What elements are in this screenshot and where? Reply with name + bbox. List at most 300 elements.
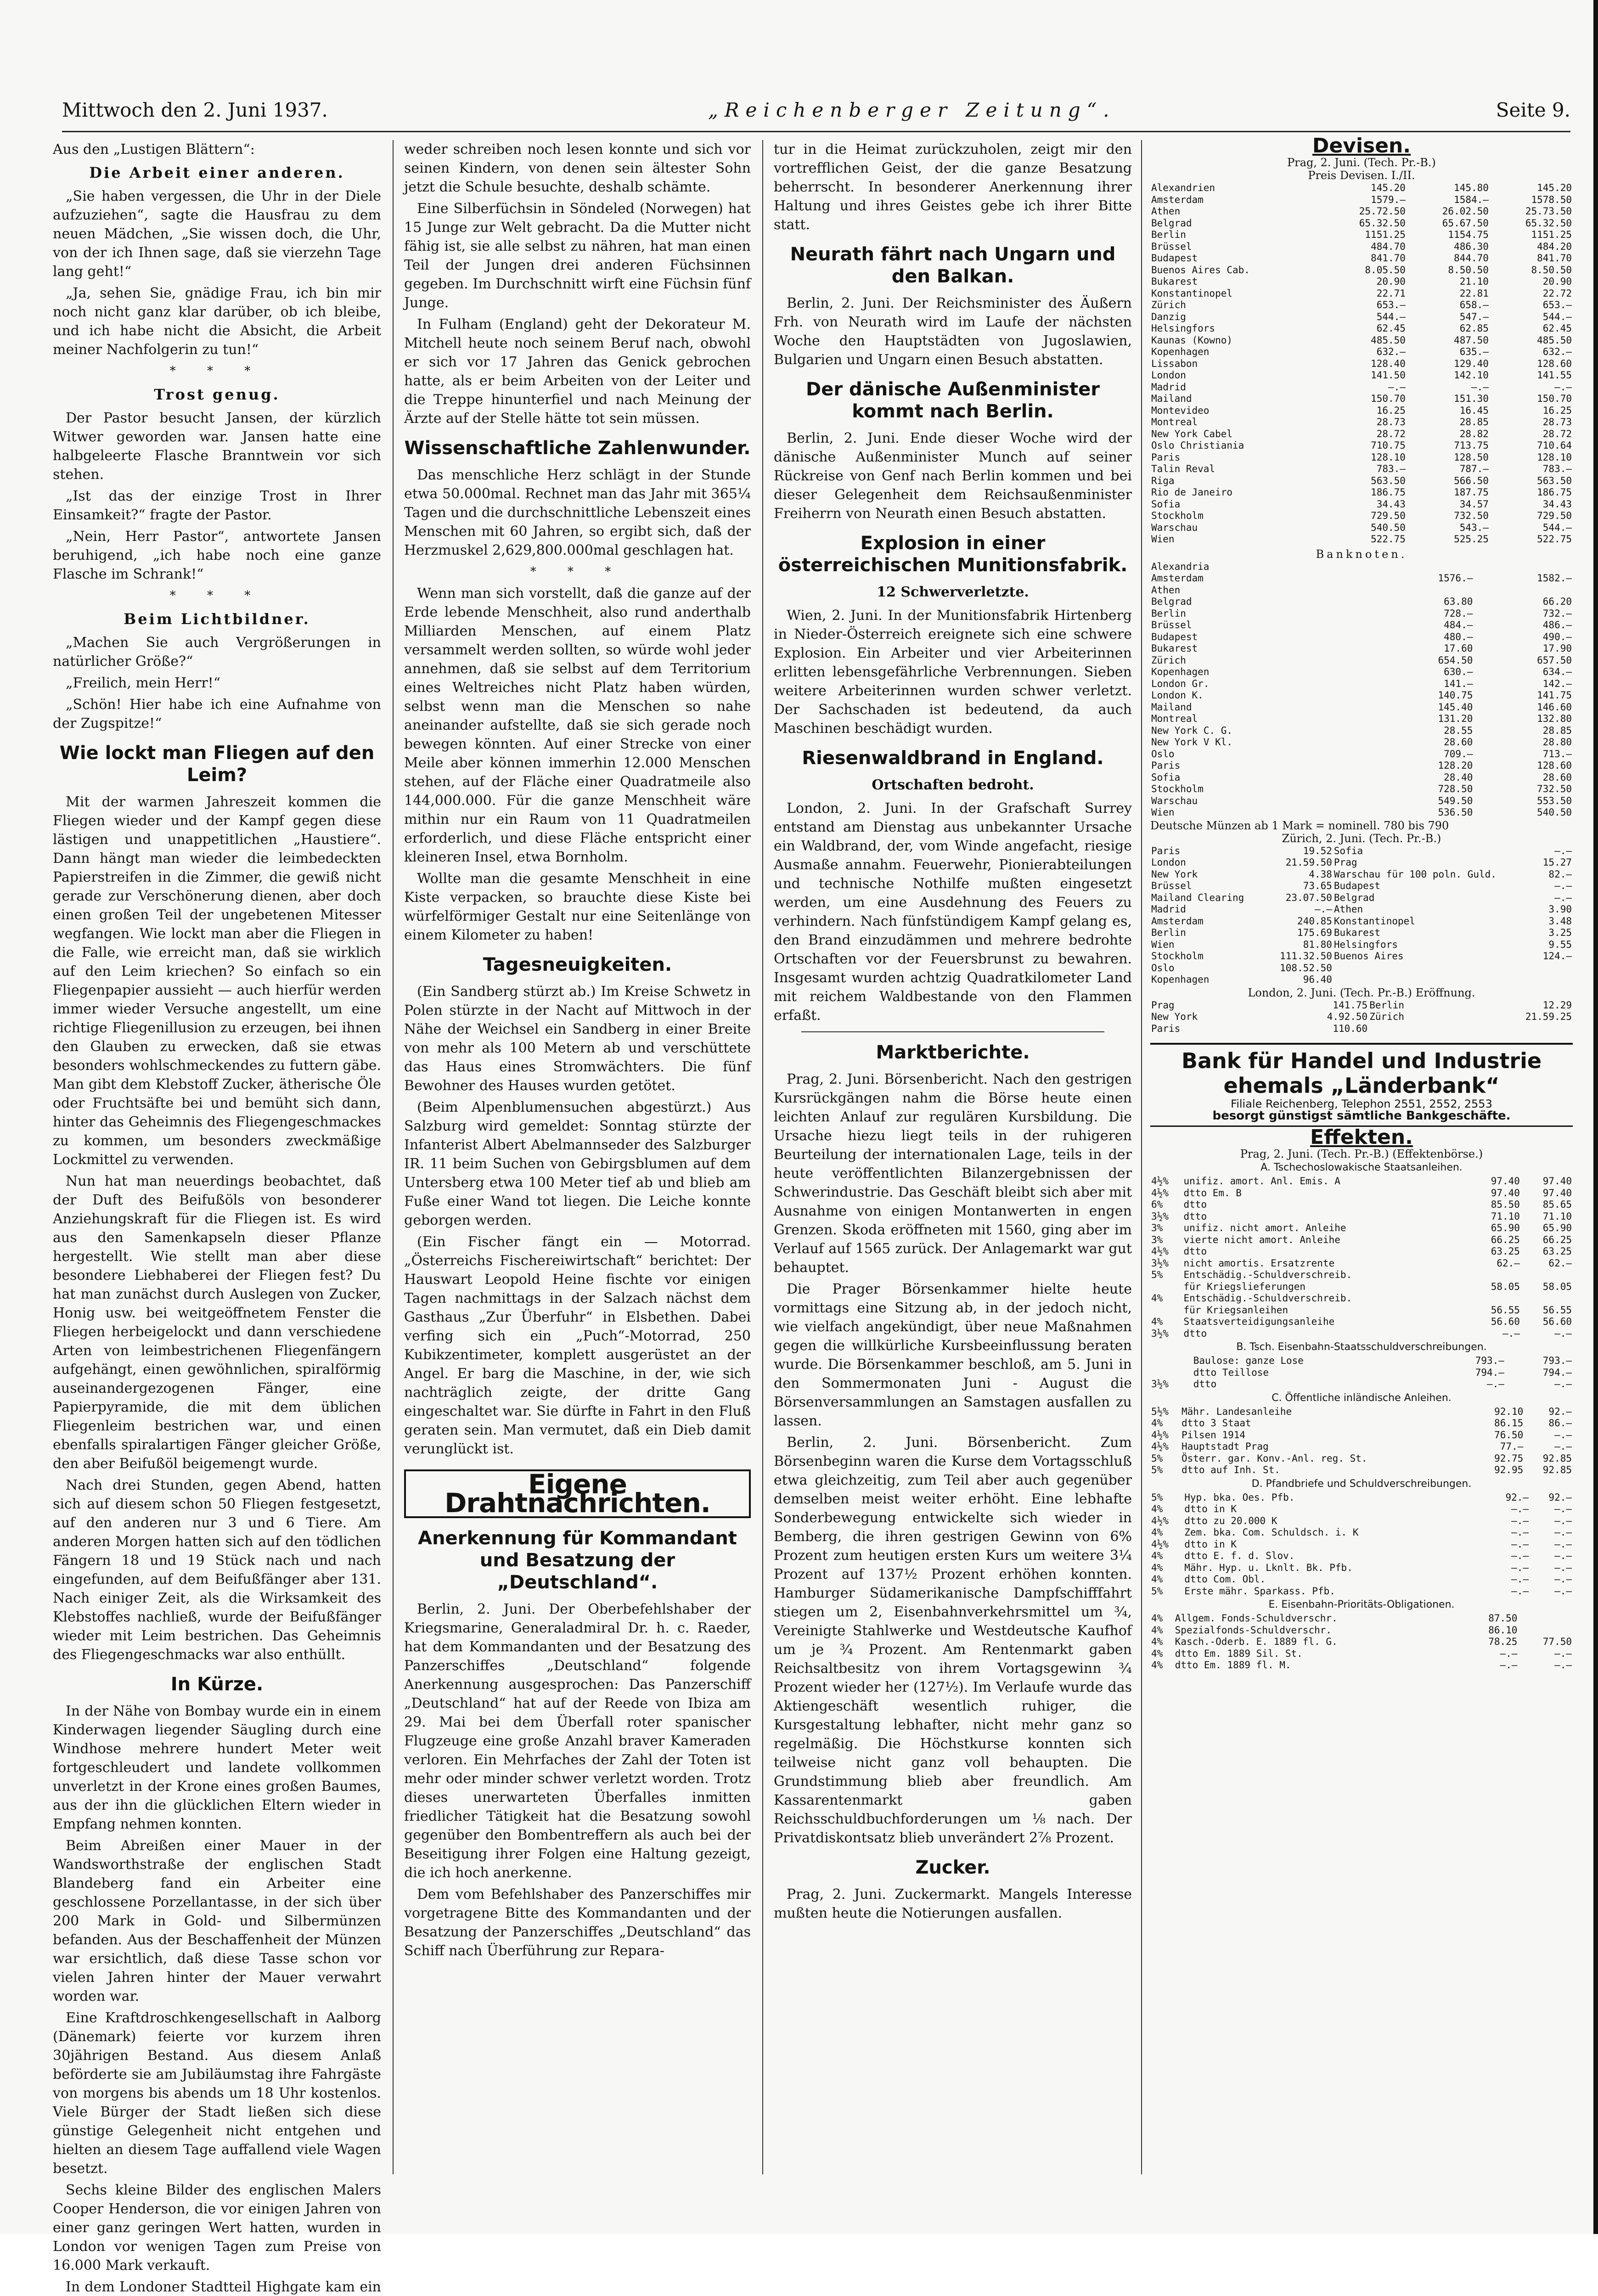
table-cell: 543.—: [1459, 522, 1489, 533]
table-row: [1150, 1492, 1573, 1504]
london-head: London, 2. Juni. (Tech. Pr.-B.) Eröffnung.: [1248, 986, 1475, 999]
table-cell: Helsingfors: [1151, 323, 1215, 334]
table-row: [1150, 904, 1573, 916]
table-cell: [1375, 585, 1474, 597]
table-cell: 240.85: [1297, 915, 1332, 927]
table-cell: —.—: [1554, 892, 1572, 903]
table-cell: Athen: [1151, 584, 1181, 596]
table-cell: [1535, 962, 1573, 974]
table-cell: 841.70: [1371, 253, 1406, 264]
table-cell: Budapest: [1151, 631, 1198, 642]
table-row: [1150, 1379, 1573, 1390]
table-cell: —.—: [1554, 1503, 1572, 1514]
paragraph: Nun hat man neuerdings beobachtet, daß der Duft des Beifußöls von besonderer Anziehungskraft für die Fliegen ist. Es wird aus den Samenkapseln dieser Pflanze hergestellt. Wie stellt man aber diese besondere Liebhaberei der Fliegen fest? Du hat man zunächst durch Auslegen von Zucker, Honig usw. bei weitgeöffnetem Fenster die Fliegen herbeigelockt und dann verschiedene Arten von leimbestrichenen Fliegenfängern aufgehängt, einen gewöhnlichen, spiralförmig auseinandergezogenen Fänger, eine Papierpyramide, die mit dem üblichen Fliegenleim bestrichen war, und einen ebenfalls spiralartigen Fänger gleicher Größe, den aber Beifußöl beigemengt wurde.: [53, 1173, 381, 1472]
table-row: [1150, 974, 1573, 986]
table-cell: 110.60: [1333, 1023, 1368, 1034]
table-cell: —.—: [1554, 1562, 1572, 1573]
table-cell: 77.50: [1542, 1636, 1572, 1647]
table-cell: Stockholm: [1151, 510, 1204, 521]
table-cell: London K.: [1151, 690, 1204, 701]
table-row: [1150, 619, 1573, 631]
article-headline: Wie lockt man Fliegen auf den Leim?: [59, 743, 375, 786]
table-cell: dtto Em. 1889 Sil. St.: [1175, 1648, 1303, 1659]
table-cell: 653.—: [1542, 299, 1572, 310]
table-cell: —.—: [1388, 381, 1406, 393]
table-cell: 92.—: [1548, 1491, 1572, 1503]
table-cell: dtto Em. B: [1183, 1187, 1242, 1199]
paragraph: Dem vom Befehlshaber des Panzerschiffes mir vorgetragene Bitte des Kommandanten und der Besatzung der Panzerschiffes „Deutschland“ das Schiff nach Überführung zur Repara-: [404, 1886, 751, 1959]
table-row: [1150, 1441, 1573, 1453]
table-row: [1150, 737, 1573, 748]
table-cell: [1518, 1613, 1573, 1625]
table-cell: 71.10: [1542, 1210, 1572, 1222]
table-cell: —.—: [1511, 1515, 1529, 1526]
table-cell: 142.—: [1542, 678, 1572, 689]
table-cell: 540.50: [1371, 522, 1406, 533]
table-cell: 141.55: [1537, 370, 1572, 381]
table-row: [1150, 1453, 1573, 1465]
table-cell: für Kriegsanleihen: [1183, 1304, 1289, 1316]
table-row: [1150, 678, 1573, 690]
table-cell: —.—: [1554, 1585, 1572, 1597]
table-cell: 128.10: [1371, 451, 1406, 463]
table-cell: 485.50: [1537, 334, 1572, 346]
table-cell: 4½%: [1151, 1538, 1169, 1550]
paragraph: (Ein Fischer fängt ein — Motorrad. „Österreichs Fischereiwirtschaft“ berichtet: Der Hauswart Leopold Heine fischte vor einigen Tagen nachmittags in der Salzach nächst dem Gasthaus „Zur Überfuhr“ in Elsbethen. Dabei verfing sich ein „Puch“-Motorrad, 250 Kubikzentimeter, komplett ausgerüstet an der Angel. Er barg die Maschine, in der, wie sich nachträglich zeigte, der dritte Gang eingeschaltet war. Sie dürfte in Fahrt in den Fluß geraten sein. Man vermutet, daß ein Dieb damit verunglückt ist.: [404, 1234, 751, 1457]
table-cell: 65.90: [1491, 1222, 1520, 1233]
table-cell: 547.—: [1459, 311, 1489, 322]
table-cell: 25.73.50: [1525, 206, 1572, 217]
table-row: [1150, 1328, 1573, 1340]
table-cell: dtto: [1183, 1328, 1207, 1339]
table-cell: 20.90: [1376, 276, 1406, 287]
table-row: [1150, 596, 1573, 608]
table-cell: Athen: [1334, 904, 1363, 915]
article-headline: Anerkennung für Kommandant und Besatzung der „Deutschland“.: [418, 1528, 737, 1593]
table-row: [1150, 748, 1573, 760]
table-cell: 544.—: [1376, 311, 1406, 322]
table-cell: 4%: [1151, 1550, 1163, 1561]
paragraph: Mit der warmen Jahreszeit kommen die Fliegen wieder und der Kampf gegen diese lästigen und unappetitlichen „Haustiere“. Dann hängt man wieder die leimbedeckten Papierstreifen in die Zimmer, die gewiß nicht gerade zur Verschönerung dienen, aber doch einen großen Teil der ungebetenen Mitesser wegfangen. Wie lockt man aber die Fliegen in die Falle, wie erreicht man, daß sie wirklich auf den Leim kriechen? So einfach so ein Fliegenpapier aussieht — auch hierfür werden immer wieder Versuche angestellt, um eine richtige Fliegenillusion zu erzeugen, bei ihnen den Glauben zu erwecken, daß sie etwas besonders wohlschmeckendes zu futtern gäbe. Man gibt dem Klebstoff Zucker, ätherische Öle oder Fruchtsäfte bei und bemüht sich dann, hinter das Geheimnis des Fliegengeschmackes zu kommen, um besonders zweckmäßige Lockmittel zu verwenden.: [53, 794, 381, 1168]
table-cell: dtto: [1183, 1246, 1207, 1257]
table-cell: Kopenhagen: [1151, 974, 1210, 985]
table-cell: —.—: [1554, 880, 1572, 891]
table-cell: 658.—: [1459, 299, 1489, 310]
table-cell: New York C. G.: [1151, 725, 1233, 736]
table-row: [1150, 573, 1573, 585]
table-row: [1150, 1316, 1573, 1328]
table-cell: 1151.25: [1531, 229, 1572, 240]
table-cell: Zürich: [1151, 654, 1186, 666]
table-cell: Erste mähr. Sparkass. Pfb.: [1184, 1585, 1335, 1597]
table-cell: New York: [1151, 1011, 1198, 1022]
table-row: [1150, 713, 1573, 725]
table-cell: 56.55: [1542, 1304, 1572, 1316]
table-cell: Hyp. bka. Oes. Pfb.: [1184, 1491, 1295, 1503]
table-cell: 140.75: [1438, 690, 1473, 701]
table-row: [1150, 1586, 1573, 1598]
table-cell: 28.60: [1444, 737, 1473, 748]
table-row: [1150, 241, 1573, 253]
table-row: [1150, 358, 1573, 370]
table-cell: New York V Kl.: [1151, 737, 1233, 748]
table-cell: [1469, 1293, 1521, 1305]
table-row: [1150, 264, 1573, 276]
table-cell: dtto 3 Staat: [1181, 1418, 1251, 1429]
table-cell: 56.60: [1491, 1316, 1520, 1327]
table-cell: 65.67.50: [1442, 217, 1489, 229]
effekten-section: B. Tsch. Eisenbahn-Staatsschuldverschreibungen.: [1236, 1341, 1487, 1353]
section-heading: Aus den „Lustigen Blättern“:: [53, 141, 255, 158]
table-row: [1150, 1562, 1573, 1574]
table-cell: 713.75: [1454, 440, 1489, 451]
table-cell: 28.80: [1542, 737, 1572, 748]
table-cell: Allgem. Fonds-Schuldverschr.: [1175, 1613, 1338, 1624]
table-cell: 86.10: [1488, 1624, 1518, 1636]
table-cell: Belgrad: [1151, 217, 1192, 229]
table-cell: 28.85: [1542, 725, 1572, 736]
table-cell: 141.50: [1371, 370, 1406, 381]
table-cell: Belgrad: [1151, 596, 1192, 607]
table-row: [1150, 1234, 1573, 1246]
table-cell: 92.85: [1542, 1464, 1572, 1475]
table-cell: 16.25: [1376, 405, 1406, 416]
table-cell: 4½%: [1151, 1429, 1169, 1441]
table-cell: 66.20: [1542, 596, 1572, 607]
table-cell: dtto Em. 1889 fl. M.: [1175, 1660, 1291, 1671]
table-cell: Berlin: [1151, 927, 1186, 938]
paragraph: Beim Abreißen einer Mauer in der Wandsworthstraße der englischen Stadt Blandeberg fand ein Arbeiter eine geschlossene Porzellantasse, in der sich über 200 Mark in Gold- und Silbermünzen befanden. Aus der Beschaffenheit der Münzen war ersichtlich, daß diese Tasse schon vor vielen Jahren hinter der Mauer verwahrt worden war.: [53, 1838, 381, 2004]
table-cell: 4½%: [1151, 1187, 1169, 1199]
paragraph: Eine Silberfüchsin in Söndeled (Norwegen) hat 15 Junge zur Welt gebracht. Da die Mutter nicht fähig ist, sie alle selbst zu nähren, hat man einen Teil der Jungen drei anderen Füchsinnen gegeben. Im Durchschnitt wirft eine Füchsin fünf Junge.: [404, 201, 751, 311]
table-cell: 97.40: [1542, 1187, 1572, 1199]
table-cell: Berlin: [1151, 229, 1186, 240]
table-cell: 3½%: [1151, 1257, 1169, 1269]
table-cell: 87.50: [1488, 1613, 1518, 1624]
table-cell: 145.40: [1438, 701, 1473, 713]
table-cell: 794.—: [1475, 1367, 1504, 1378]
table-cell: Helsingfors: [1334, 939, 1398, 950]
table-cell: Amsterdam: [1151, 573, 1204, 584]
table-cell: Paris: [1151, 760, 1181, 771]
table-row: [1150, 1613, 1573, 1625]
column-1: [53, 140, 381, 2295]
article-headline: Marktberichte.: [876, 1042, 1030, 1063]
table-row: [1150, 1222, 1573, 1234]
table-cell: 8.05.50: [1365, 264, 1406, 276]
table-row: [1150, 1000, 1573, 1012]
table-row: [1150, 1023, 1573, 1035]
table-cell: [1521, 1293, 1573, 1305]
table-cell: 15.27: [1542, 857, 1572, 868]
table-cell: 729.50: [1537, 510, 1572, 521]
paragraph: Berlin, 2. Juni. Der Oberbefehlshaber der Kriegsmarine, Generaladmiral Dr. h. c. Raeder, hat dem Kommandanten und der Besatzung des Panzerschiffes „Deutschland“ folgende Anerkennung ausgesprochen: Das Panzerschiff „Deutschland“ hat auf der Reede von Ibiza am 29. Mai bei dem Überfall roter spanischer Flugzeuge eine große Anzahl braver Kameraden verloren. Ein Mehrfaches der Zahl der Toten ist mehr oder minder schwer verletzt worden. Trotz dieses unerwarteten Überfalles inmitten friedlicher Tätigkeit hat die Besatzung sowohl gegenüber den Bombentreffern als auch bei der Beseitigung ihrer Folgen eine Haltung gezeigt, die ich hoch anerkenne.: [404, 1601, 751, 1881]
table-row: [1150, 666, 1573, 678]
paragraph: „Freilich, mein Herr!“: [66, 675, 221, 691]
paragraph: Sechs kleine Bilder des englischen Malers Cooper Henderson, die vor einigen Jahren von einer ganz geringen Wert hatten, wurden in London vor wenigen Tagen zum Preise von 16.000 Mark verkauft.: [53, 2182, 381, 2273]
table-cell: 23.07.50: [1285, 892, 1332, 903]
table-cell: Bukarest: [1151, 643, 1198, 654]
table-cell: 549.50: [1438, 795, 1473, 806]
table-cell: Staatsverteidigungsanleihe: [1183, 1316, 1335, 1327]
table-cell: London: [1151, 370, 1186, 381]
effekten-section: E. Eisenbahn-Prioritäts-Obligationen.: [1268, 1599, 1455, 1610]
article-headline: Der dänische Außenminister kommt nach Berlin.: [805, 379, 1100, 422]
page-header: [62, 99, 1570, 132]
table-cell: 28.40: [1444, 771, 1473, 783]
table-cell: 841.70: [1537, 253, 1572, 264]
table-cell: Brüssel: [1151, 880, 1192, 891]
table-cell: [1150, 1355, 1193, 1367]
table-cell: Danzig: [1151, 311, 1186, 322]
table-row: [1150, 869, 1573, 881]
table-cell: 28.73: [1542, 416, 1572, 428]
paragraph: Das menschliche Herz schlägt in der Stunde etwa 50.000mal. Rechnet man das Jahr mit 365¼ Tagen und die durchschnittliche Lebenszeit eines Menschen mit 60 Jahren, so ergibt sich, daß der Herzmuskel 2,629,800.000mal geschlagen hat.: [404, 467, 751, 558]
table-cell: Kasch.-Oderb. E. 1889 fl. G.: [1175, 1636, 1338, 1647]
table-cell: 4.92.50: [1327, 1011, 1368, 1022]
table-cell: 1576.—: [1438, 573, 1473, 584]
table-cell: 6%: [1151, 1199, 1163, 1210]
paragraph: In dem Londoner Stadtteil Highgate kam ein: [66, 2279, 381, 2295]
table-cell: 141.75: [1537, 690, 1572, 701]
table-cell: dtto Teillose: [1193, 1367, 1269, 1378]
table-cell: 76.50: [1494, 1429, 1524, 1441]
table-cell: 709.—: [1444, 748, 1473, 760]
table-cell: 62.45: [1542, 323, 1572, 334]
table-cell: 141.75: [1333, 999, 1368, 1011]
article-heading: Beim Lichtbildner.: [124, 610, 310, 628]
table-cell: 17.90: [1542, 643, 1572, 654]
table-cell: 525.25: [1454, 534, 1489, 545]
table-cell: Mailand: [1151, 393, 1192, 404]
table-cell: dtto in K: [1184, 1503, 1237, 1514]
table-cell: Rio de Janeiro: [1151, 487, 1233, 498]
table-row: [1150, 416, 1573, 428]
table-row: [1150, 499, 1573, 511]
table-cell: [1535, 974, 1573, 986]
table-cell: 65.32.50: [1525, 217, 1572, 229]
table-cell: 729.50: [1371, 510, 1406, 521]
paragraph: London, 2. Juni. In der Grafschaft Surrey entstand am Dienstag aus unbekannter Ursache ein Waldbrand, der, vom Winde angefacht, riesige Ausmaße annahm. Feuerwehr, Pionierabteilungen und technische Nothilfe mußten eingesetzt werden, um eine Ausdehnung des Feuers zu verhindern. Nach fünfstündigem Kampf gelang es, den Brand einzudämmen und mehrere bedrohte Ortschaften vor der Feuersbrunst zu bewahren. Insgesamt wurden achtzig Quadratkilometer Land mit reichem Waldbestande von den Flammen erfaßt.: [774, 800, 1132, 1024]
effekten-head: Prag, 2. Juni. (Tech. Pr.-B.) (Effektenbörse.): [1240, 1148, 1483, 1160]
table-cell: 132.80: [1537, 713, 1572, 724]
paragraph: In Fulham (England) geht der Dekorateur M. Mitchell heute noch seinem Beruf nach, obwohl er sich vor 17 Jahren das Genick gebrochen hatte, als er beim Arbeiten von der Leiter und die Treppe hinunterfiel und nach Meinung der Ärzte auf der Stelle hätte tot sein müssen.: [404, 316, 751, 427]
table-cell: 634.—: [1542, 666, 1572, 677]
table-cell: Zürich: [1369, 1011, 1405, 1022]
effekten-table: [1150, 1176, 1573, 1339]
table-cell: New York Cabel: [1151, 428, 1233, 439]
table-cell: —.—: [1554, 1429, 1572, 1441]
table-cell: —.—: [1554, 1648, 1572, 1659]
table-cell: 92.95: [1494, 1464, 1524, 1475]
table-cell: 85.65: [1542, 1199, 1572, 1210]
table-cell: 124.—: [1542, 951, 1572, 962]
paragraph: Nach drei Stunden, gegen Abend, hatten sich auf diesem schon 50 Fliegen festgesetzt, auf den anderen nur 3 und 6 Tiere. Am anderen Morgen hatten sich auf den tödlichen Fängern 18 und 19 Stück nach und nach eingefunden, auf dem Beifußfänger aber 131. Nach einiger Zeit, als die Wirksamkeit des Klebstoffes nachließ, wurde der Beifußfänger wieder mit Leim bestrichen. Das Geheimnis des Fliegengeschmacks war also enthüllt.: [53, 1477, 381, 1663]
table-cell: 86.15: [1494, 1418, 1524, 1429]
column-4-finance: [1150, 134, 1573, 2174]
table-cell: [1150, 1367, 1193, 1379]
table-cell: 28.72: [1376, 428, 1406, 439]
table-cell: 732.50: [1454, 510, 1489, 521]
table-cell: 5%: [1151, 1452, 1163, 1464]
table-cell: 4%: [1151, 1418, 1163, 1429]
table-row: [1150, 702, 1573, 714]
table-cell: 20.90: [1542, 276, 1572, 287]
table-row: [1150, 772, 1573, 784]
table-cell: 4%: [1151, 1636, 1163, 1647]
table-cell: 484.70: [1371, 241, 1406, 252]
table-cell: 145.20: [1371, 182, 1406, 193]
table-cell: 145.80: [1454, 182, 1489, 193]
table-row: [1150, 760, 1573, 772]
table-cell: —.—: [1554, 1527, 1572, 1538]
table-cell: nicht amortis. Ersatzrente: [1183, 1257, 1335, 1269]
table-cell: Prag: [1334, 857, 1357, 868]
table-cell: Pilsen 1914: [1181, 1429, 1246, 1441]
table-cell: 783.—: [1542, 463, 1572, 474]
banknoten-title: Banknoten.: [1316, 547, 1407, 561]
table-cell: 3%: [1151, 1234, 1163, 1245]
table-cell: 1154.75: [1448, 229, 1489, 240]
table-row: [1150, 1269, 1573, 1281]
table-cell: New York: [1151, 868, 1198, 880]
table-cell: Madrid: [1151, 904, 1186, 915]
table-cell: 486.30: [1454, 241, 1489, 252]
zuerich-head: Zürich, 2. Juni. (Tech. Pr.-B.): [1282, 832, 1441, 845]
paragraph: (Ein Sandberg stürzt ab.) Im Kreise Schwetz in Polen stürzte in der Nacht auf Mittwoch in der Nähe der Weichsel ein Sandberg in einer Breite von mehr als 100 Metern ab und verschüttete das Haus eines Stromwächters. Die fünf Bewohner des Hauses wurden getötet.: [404, 984, 751, 1094]
table-row: [1150, 1527, 1573, 1539]
table-row: [1150, 206, 1573, 218]
paragraph: „Schön! Hier habe ich eine Aufnahme von der Zugspitze!“: [53, 697, 381, 732]
table-cell: 1579.—: [1371, 194, 1406, 205]
article-headline: Neurath fährt nach Ungarn und den Balkan.: [790, 244, 1116, 287]
table-cell: 8.50.50: [1531, 264, 1572, 276]
paragraph: Die Prager Börsenkammer hielte heute vormittags eine Sitzung ab, in der jedoch nicht, wie vielfach angekündigt, über neue Maßnahmen gegen die willkürliche Kursbeeinflussung beraten wurde. Die Börsenkammer beschloß, am 5. Juni in den Sommermonaten Juni - August die Börsenversammlungen an Samstagen ausfallen zu lassen.: [774, 1281, 1132, 1429]
table-cell: 563.50: [1371, 475, 1406, 486]
table-cell: 553.50: [1537, 795, 1572, 806]
banknoten-table: [1150, 561, 1573, 819]
bank-slogan: besorgt günstigst sämtliche Bankgeschäfte.: [1212, 1109, 1511, 1123]
table-cell: 566.50: [1454, 475, 1489, 486]
table-cell: 4%: [1151, 1293, 1163, 1304]
table-cell: —.—: [1471, 381, 1489, 393]
paragraph: Eine Kraftdroschkengesellschaft in Aalborg (Dänemark) feierte vor kurzem ihren 30jährigen Bestand. Aus diesem Anlaß beförderte sie am Jubiläumstag ihre Fahrgäste von morgens bis abends um 18 Uhr kostenlos. Viele Bürger der Stadt ließen sich diese günstige Gelegenheit nicht entgehen und hielten an diesem Tage auffallend viele Wagen besetzt.: [53, 2010, 381, 2177]
table-cell: 151.30: [1454, 393, 1489, 404]
table-cell: 5%: [1151, 1491, 1163, 1503]
table-cell: —.—: [1554, 845, 1572, 856]
column-3: [774, 140, 1132, 2174]
table-row: [1150, 631, 1573, 643]
table-row: [1150, 585, 1573, 597]
table-cell: Amsterdam: [1151, 194, 1204, 205]
table-cell: Sofia: [1151, 771, 1181, 783]
table-cell: 92.85: [1542, 1452, 1572, 1464]
muenzen-line: Deutsche Münzen ab 1 Mark = nominell. 780 bis 790: [1150, 819, 1449, 832]
table-cell: 92.10: [1494, 1406, 1524, 1417]
table-cell: 62.—: [1548, 1257, 1572, 1269]
table-cell: 65.90: [1542, 1222, 1572, 1233]
table-row: [1150, 1258, 1573, 1270]
table-cell: [1150, 1305, 1183, 1317]
table-cell: Bukarest: [1151, 276, 1198, 287]
table-row: [1150, 1305, 1573, 1317]
table-row: [1150, 561, 1573, 573]
table-cell: 63.25: [1542, 1246, 1572, 1257]
table-row: [1150, 892, 1573, 904]
table-cell: 128.60: [1537, 358, 1572, 369]
devisen-title: Devisen.: [1312, 134, 1411, 158]
table-cell: 487.50: [1454, 334, 1489, 346]
table-cell: —.—: [1511, 1538, 1529, 1550]
table-cell: [1375, 561, 1474, 573]
table-cell: 710.64: [1537, 440, 1572, 451]
table-cell: Prag: [1151, 999, 1175, 1011]
separator-stars: * * *: [169, 364, 264, 378]
table-cell: Österr. gar. Konv.-Anl. reg. St.: [1181, 1452, 1367, 1464]
table-cell: 4%: [1151, 1562, 1163, 1573]
paragraph: Wollte man die gesamte Menschheit in eine Kiste verpacken, so brauchte diese Kiste bei würfelförmiger Gestalt nur eine Seitenlänge von einem Kilometer zu haben!: [404, 871, 751, 943]
table-cell: dtto Com. Obl.: [1184, 1574, 1266, 1585]
table-cell: Riga: [1151, 475, 1175, 486]
paragraph: Prag, 2. Juni. Börsenbericht. Nach den gestrigen Kursrückgängen nahm die Börse heute einen leichten Anlauf zur regulären Kursbildung. Die Ursache hiezu liegt teils in der ruhigeren Beurteilung der internationalen Lage, teils in der heute veröffentlichten Bilanzergebnissen der Schwerindustrie. Das Geschäft bleibt sich aber mit Ausnahme von einigen Montanwerten in engen Grenzen. Skoda eröffneten mit 1560, ging aber im Verlauf auf 1565 zurück. Der Anlagemarkt war gut behauptet.: [774, 1071, 1132, 1276]
table-cell: Mähr. Hyp. u. Lknlt. Bk. Pfb.: [1184, 1562, 1353, 1573]
table-row: [1150, 323, 1573, 335]
table-cell: 490.—: [1542, 631, 1572, 642]
table-row: [1150, 1636, 1573, 1648]
table-cell: 34.57: [1459, 498, 1489, 510]
table-cell: 186.75: [1371, 487, 1406, 498]
table-cell: 62.45: [1376, 323, 1406, 334]
table-row: [1150, 1367, 1573, 1379]
table-cell: 62.85: [1459, 323, 1489, 334]
table-cell: Sofia: [1334, 845, 1363, 856]
table-cell: Madrid: [1151, 381, 1186, 393]
table-cell: Mähr. Landesanleihe: [1181, 1406, 1292, 1417]
table-cell: —.—: [1554, 1574, 1572, 1585]
table-cell: 544.—: [1542, 522, 1572, 533]
table-cell: unifiz. nicht amort. Anleihe: [1183, 1222, 1346, 1233]
table-cell: 653.—: [1376, 299, 1406, 310]
table-cell: dtto: [1193, 1379, 1217, 1390]
table-cell: —.—: [1554, 1538, 1572, 1550]
table-cell: 128.40: [1371, 358, 1406, 369]
table-cell: 4%: [1151, 1574, 1163, 1585]
table-cell: 713.—: [1542, 748, 1572, 760]
table-cell: 142.10: [1454, 370, 1489, 381]
devisen-subhead: Preis Devisen. I./II.: [1308, 169, 1415, 182]
table-cell: 654.50: [1438, 654, 1473, 666]
table-cell: 4%: [1151, 1527, 1163, 1538]
table-cell: 630.—: [1444, 666, 1473, 677]
table-cell: 728.50: [1438, 783, 1473, 794]
table-cell: 22.71: [1376, 287, 1406, 299]
table-cell: 65.32.50: [1359, 217, 1406, 229]
table-row: [1150, 1199, 1573, 1211]
paragraph: „Nein, Herr Pastor“, antwortete Jansen beruhigend, „ich habe noch eine ganze Flasche im Schrank!“: [53, 529, 381, 582]
table-row: [1150, 927, 1573, 939]
table-cell: 8.50.50: [1448, 264, 1489, 276]
table-cell: 657.50: [1537, 654, 1572, 666]
table-cell: 1151.25: [1365, 229, 1406, 240]
table-cell: 97.40: [1491, 1187, 1520, 1199]
table-cell: [1469, 1269, 1521, 1281]
table-cell: [1474, 561, 1573, 573]
table-row: [1150, 951, 1573, 962]
table-cell: Zem. bka. Com. Schuldsch. i. K: [1184, 1527, 1359, 1538]
table-cell: 34.43: [1376, 498, 1406, 510]
table-cell: 486.—: [1542, 619, 1572, 630]
table-cell: 4½%: [1151, 1246, 1169, 1257]
